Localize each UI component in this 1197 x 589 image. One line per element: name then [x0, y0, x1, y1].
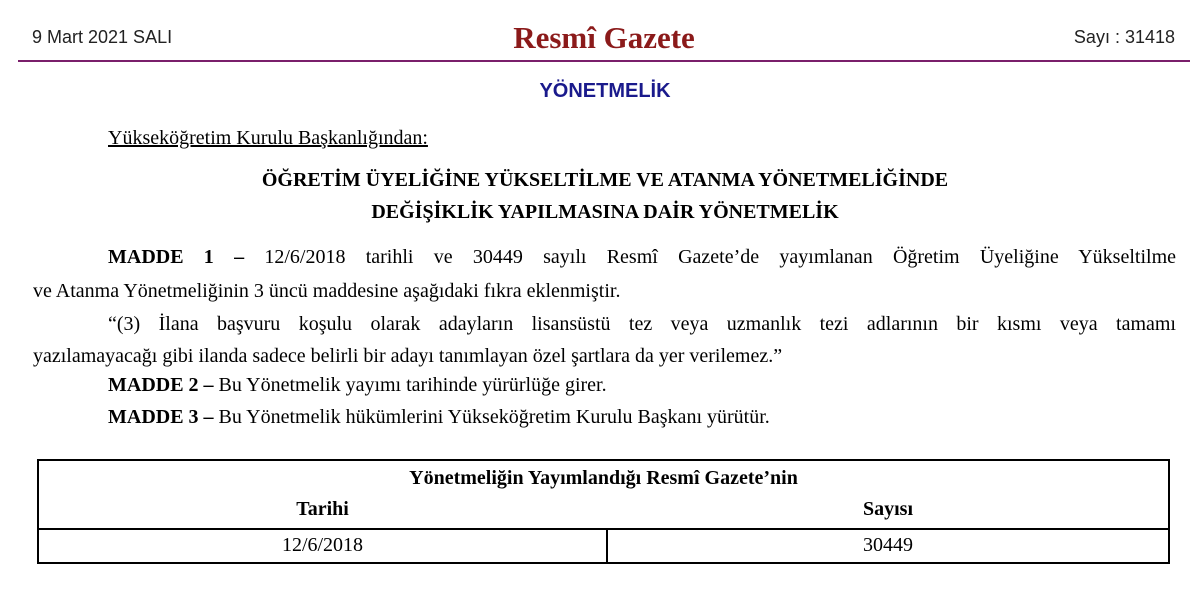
- quote-line-2: yazılamayacağı gibi ilanda sadece belirli bir adayı tanımlayan özel şartlara da yer verilemez.”: [33, 345, 783, 367]
- gazette-title: Resmî Gazete: [513, 20, 695, 55]
- article-1-continuation: ve Atanma Yönetmeliğinin 3 üncü maddesine aşağıdaki fıkra eklenmiştir.: [33, 280, 621, 302]
- cell-number: 30449: [863, 534, 913, 556]
- article-2-text: Bu Yönetmelik yayımı tarihinde yürürlüğe girer.: [213, 374, 607, 396]
- issuer: Yükseköğretim Kurulu Başkanlığından:: [108, 127, 428, 149]
- article-3-text: Bu Yönetmelik hükümlerini Yükseköğretim Kurulu Başkanı yürütür.: [213, 406, 770, 428]
- publication-reference-table: [37, 459, 1170, 564]
- cell-date: 12/6/2018: [281, 534, 364, 556]
- quote-line-1: “(3) İlana başvuru koşulu olarak adayların lisansüstü tez veya uzmanlık tezi adlarının bir kısmı veya tamamı: [108, 313, 1176, 335]
- issue-number: Sayı : 31418: [1073, 27, 1175, 47]
- article-2: [108, 374, 607, 397]
- regulation-title-line-1: ÖĞRETİM ÜYELİĞİNE YÜKSELTİLME VE ATANMA YÖNETMELİĞİNDE: [261, 169, 949, 191]
- article-1-label: MADDE 1 –: [108, 246, 245, 268]
- gazette-header: [18, 0, 1190, 62]
- issue-date: 9 Mart 2021 SALI: [32, 27, 173, 47]
- column-header-date: Tarihi: [296, 498, 349, 520]
- document-type: YÖNETMELİK: [539, 80, 671, 102]
- table-row-divider: [39, 528, 1168, 530]
- article-1: [108, 246, 1176, 269]
- article-1-text: 12/6/2018 tarihli ve 30449 sayılı Resmî Gazete’de yayımlanan Öğretim Üyeliğine Yükseltilme: [244, 246, 1177, 268]
- article-3: [108, 406, 770, 429]
- article-3-label: MADDE 3 –: [108, 406, 214, 428]
- regulation-title-line-2: DEĞİŞİKLİK YAPILMASINA DAİR YÖNETMELİK: [371, 201, 839, 223]
- article-2-label: MADDE 2 –: [108, 374, 214, 396]
- table-caption: Yönetmeliğin Yayımlandığı Resmî Gazete’nin: [409, 467, 798, 489]
- column-header-number: Sayısı: [862, 498, 914, 520]
